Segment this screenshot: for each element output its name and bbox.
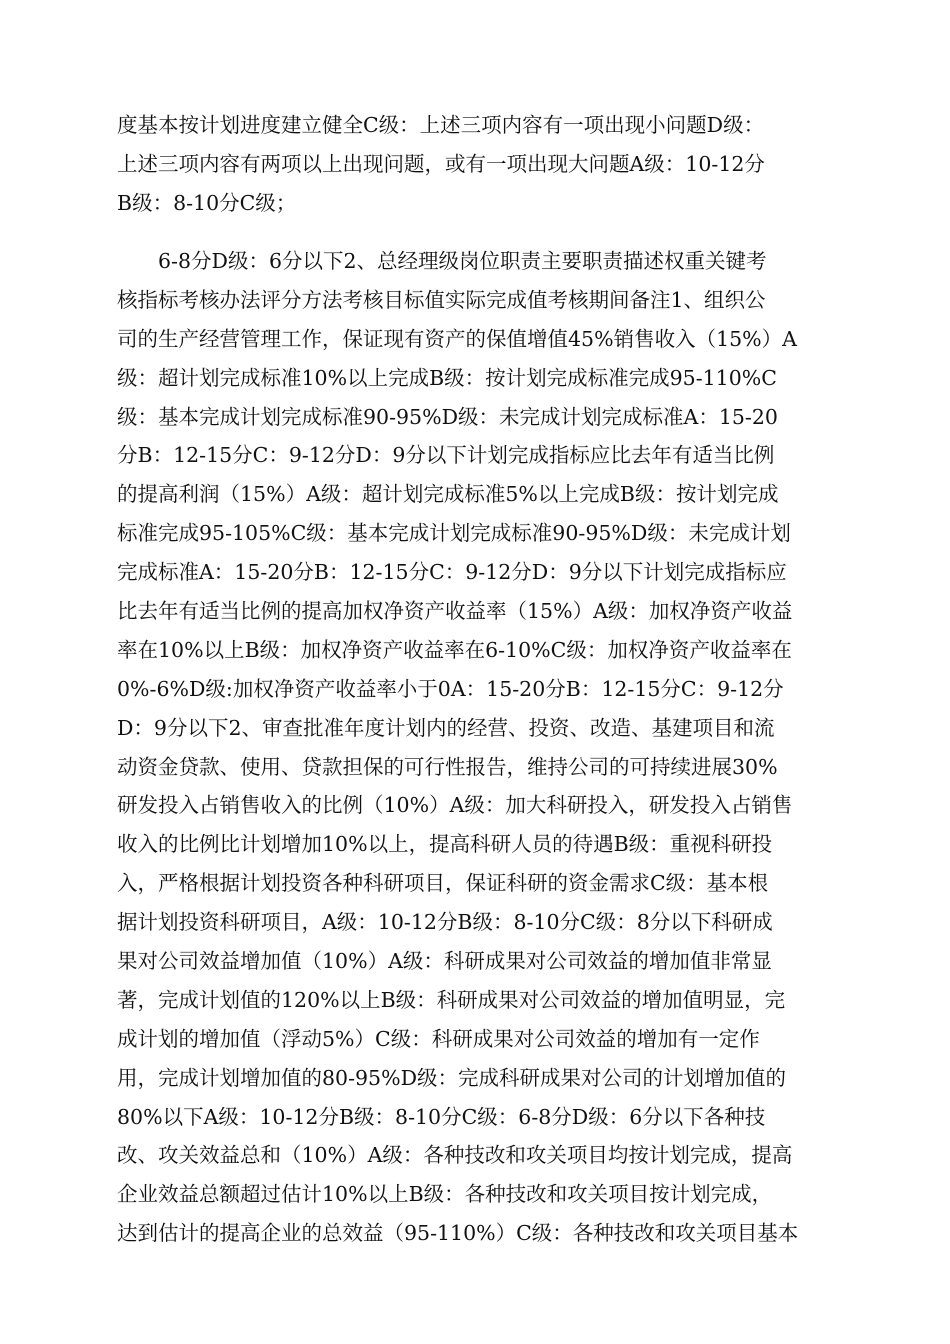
text-line: 0%-6%D级:加权净资产收益率小于0A：15-20分B：12-15分C：9-12分	[117, 676, 784, 701]
text-line: 司的生产经营管理工作，保证现有资产的保值增值45%销售收入（15%）A	[117, 326, 797, 351]
text-line: 著，完成计划值的120%以上B级：科研成果对公司效益的增加值明显，完	[117, 987, 786, 1012]
text-line: 的提高利润（15%）A级：超计划完成标准5%以上完成B级：按计划完成	[117, 482, 779, 507]
text-line: 企业效益总额超过估计10%以上B级：各种技改和攻关项目按计划完成，	[117, 1182, 773, 1207]
text-line: 改、攻关效益总和（10%）A级：各种技改和攻关项目均按计划完成，提高	[117, 1143, 793, 1168]
text-line: B级：8-10分C级；	[117, 190, 297, 215]
paragraph-1	[117, 106, 837, 223]
text-line: 率在10%以上B级：加权净资产收益率在6-10%C级：加权净资产收益率在	[117, 637, 792, 662]
text-line: 比去年有适当比例的提高加权净资产收益率（15%）A级：加权净资产收益	[117, 599, 793, 624]
text-line: 级：基本完成计划完成标准90-95%D级：未完成计划完成标准A：15-20	[117, 404, 778, 429]
text-line: 核指标考核办法评分方法考核目标值实际完成值考核期间备注1、组织公	[117, 287, 766, 312]
text-line: 标准完成95-105%C级：基本完成计划完成标准90-95%D级：未完成计划	[117, 521, 791, 546]
text-line: 级：超计划完成标准10%以上完成B级：按计划完成标准完成95-110%C	[117, 365, 777, 390]
text-line: 6-8分D级：6分以下2、总经理级岗位职责主要职责描述权重关键考	[158, 249, 767, 273]
text-line: 动资金贷款、使用、贷款担保的可行性报告，维持公司的可持续进展30%	[117, 754, 778, 779]
text-line: 果对公司效益增加值（10%）A级：科研成果对公司效益的增加值非常显	[117, 949, 772, 974]
text-line: 80%以下A级：10-12分B级：8-10分C级：6-8分D级：6分以下各种技	[117, 1104, 766, 1129]
text-line: 成计划的增加值（浮动5%）C级：科研成果对公司效益的增加有一定作	[117, 1026, 760, 1051]
text-line: 分B：12-15分C：9-12分D：9分以下计划完成指标应比去年有适当比例	[117, 443, 775, 468]
text-line: 上述三项内容有两项以上出现问题，或有一项出现大问题A级：10-12分	[117, 151, 765, 176]
text-line: 达到估计的提高企业的总效益（95-110%）C级：各种技改和攻关项目基本	[117, 1221, 799, 1246]
text-line: 研发投入占销售收入的比例（10%）A级：加大科研投入，研发投入占销售	[117, 793, 793, 818]
text-line: 收入的比例比计划增加10%以上，提高科研人员的待遇B级：重视科研投	[117, 832, 773, 857]
text-line: 度基本按计划进度建立健全C级：上述三项内容有一项出现小问题D级：	[117, 113, 765, 137]
text-line: 据计划投资科研项目，A级：10-12分B级：8-10分C级：8分以下科研成	[117, 910, 773, 935]
text-line: D：9分以下2、审查批准年度计划内的经营、投资、改造、基建项目和流	[117, 715, 775, 740]
text-line: 完成标准A：15-20分B：12-15分C：9-12分D：9分以下计划完成指标应	[117, 560, 787, 585]
text-line: 用，完成计划增加值的80-95%D级：完成科研成果对公司的计划增加值的	[117, 1065, 787, 1090]
paragraph-2	[117, 242, 837, 1253]
text-line: 入，严格根据计划投资各种科研项目，保证科研的资金需求C级：基本根	[117, 871, 769, 896]
